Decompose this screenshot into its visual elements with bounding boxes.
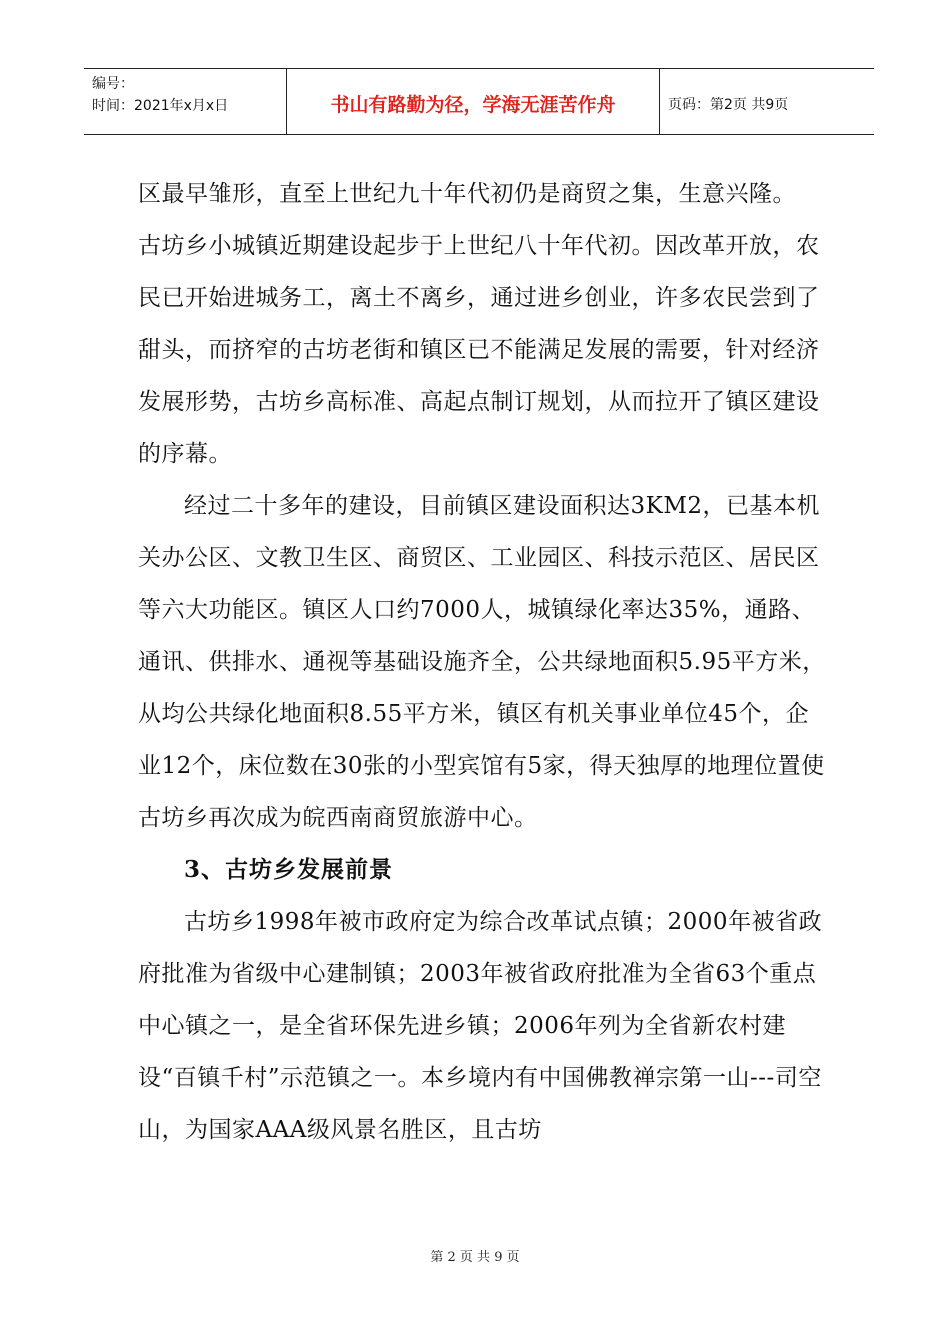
- page-footer: 第 2 页 共 9 页: [430, 1250, 520, 1265]
- section-heading: 3、古坊乡发展前景: [184, 856, 394, 883]
- header-page-code: 页码：第2页 共9页: [668, 97, 789, 113]
- paragraph: 古坊乡小城镇近期建设起步于上世纪八十年代初。因改革开放，农民已开始进城务工，离土不离乡，通过进乡创业，许多农民尝到了甜头，而挤窄的古坊老街和镇区已不能满足发展的需要，针对经济发展形势，古坊乡高标准、高起点制订规划，从而拉开了镇区建设的序幕。: [138, 233, 820, 467]
- paragraph: 经过二十多年的建设，目前镇区建设面积达3KM2，已基本机关办公区、文教卫生区、商贸区、工业园区、科技示范区、居民区等六大功能区。镇区人口约7000人，城镇绿化率达35%，通路、通讯、供排水、通视等基础设施齐全，公共绿地面积5.95平方米，从均公共绿化地面积8.55平方米，镇区有机关事业单位45个，企业12个，床位数在30张的小型宾馆有5家，得天独厚的地理位置使古坊乡再次成为皖西南商贸旅游中心。: [138, 493, 826, 831]
- paragraph: 区最早雏形，直至上世纪九十年代初仍是商贸之集，生意兴隆。: [138, 181, 796, 207]
- paragraph: 古坊乡1998年被市政府定为综合改革试点镇；2000年被省政府批准为省级中心建制镇；2003年被省政府批准为全省63个重点中心镇之一，是全省环保先进乡镇；2006年列为全省新农村建设“百镇千村”示范镇之一。本乡境内有中国佛教禅宗第一山---司空山，为国家AAA级风景名胜区，且古坊: [138, 909, 823, 1143]
- header-divider: [659, 69, 660, 134]
- header-meta: [92, 73, 228, 117]
- page-header: [84, 68, 874, 135]
- header-motto: 书山有路勤为径，学海无涯苦作舟: [330, 94, 616, 116]
- time-label: 时间：2021年x月x日: [92, 98, 229, 114]
- number-label: 编号：: [92, 76, 134, 92]
- document-body: [138, 168, 830, 1156]
